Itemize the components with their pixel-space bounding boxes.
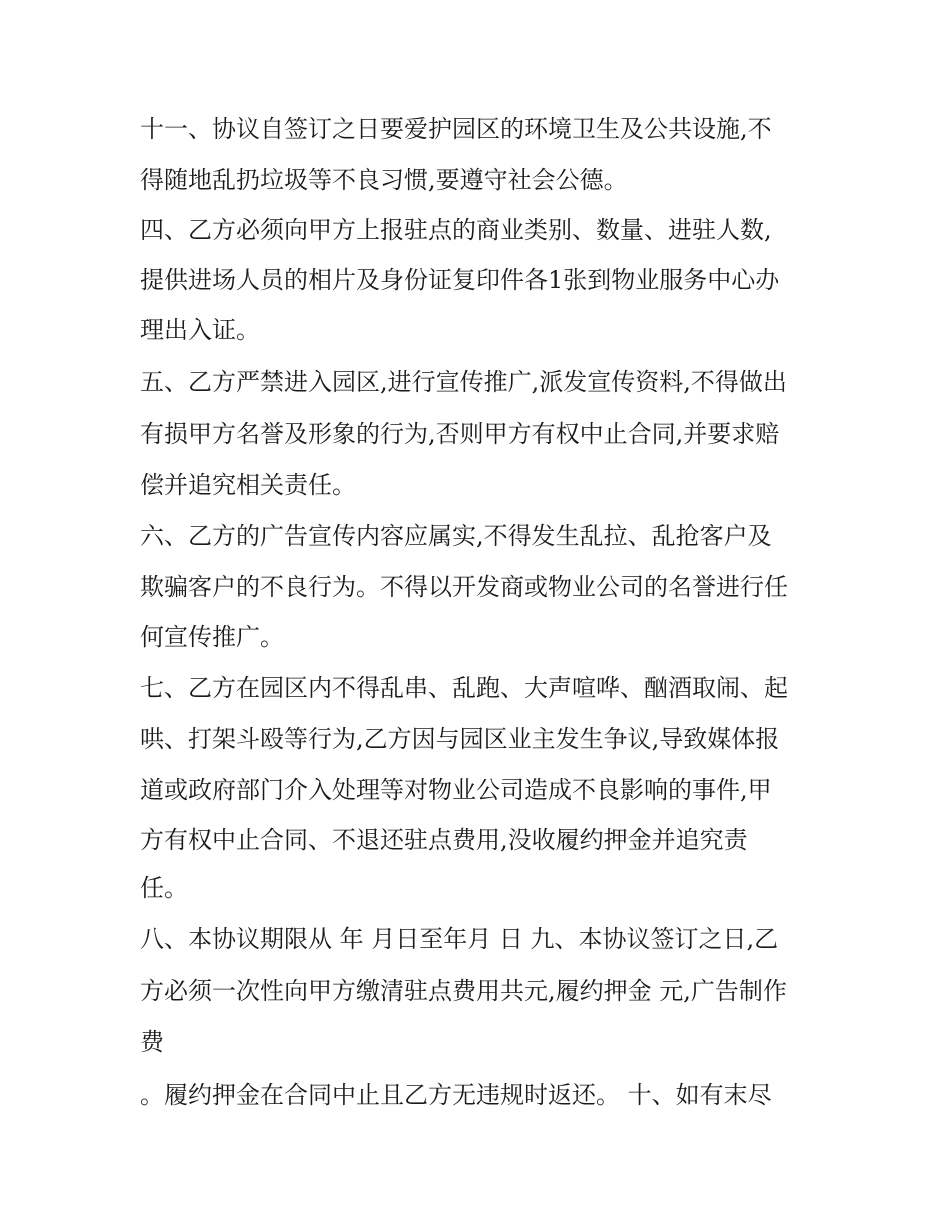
text-line: 费 bbox=[140, 1028, 164, 1056]
text-line: 方必须一次性向甲方缴清驻点费用共元,履约押金 元,广告制作 bbox=[140, 977, 787, 1005]
text-line: 欺骗客户的不良行为。不得以开发商或物业公司的名誉进行任 bbox=[140, 573, 788, 601]
text-line: 七、乙方在园区内不得乱串、乱跑、大声喧哗、酗酒取闹、起 bbox=[140, 674, 788, 702]
text-line: 有损甲方名誉及形象的行为,否则甲方有权中止合同,并要求赔 bbox=[140, 420, 780, 448]
text-line: 任。 bbox=[140, 874, 188, 902]
text-line: 道或政府部门介入处理等对物业公司造成不良影响的事件,甲 bbox=[140, 776, 772, 804]
text-line: 提供进场人员的相片及身份证复印件各1张到物业服务中心办 bbox=[140, 266, 780, 294]
text-line: 何宣传推广。 bbox=[140, 623, 284, 651]
text-line: 得随地乱扔垃圾等不良习惯,要遵守社会公德。 bbox=[140, 166, 628, 194]
text-line: 六、乙方的广告宣传内容应属实,不得发生乱拉、乱抢客户及 bbox=[140, 522, 772, 550]
text-line: 四、乙方必须向甲方上报驻点的商业类别、数量、进驻人数, bbox=[140, 216, 772, 244]
text-line: 方有权中止合同、不退还驻点费用,没收履约押金并追究责 bbox=[140, 826, 748, 854]
text-line: 十一、协议自签订之日要爱护园区的环境卫生及公共设施,不 bbox=[140, 115, 772, 143]
text-line: 偿并追究相关责任。 bbox=[140, 471, 356, 499]
text-line: 理出入证。 bbox=[140, 316, 260, 344]
text-line: 哄、打架斗殴等行为,乙方因与园区业主发生争议,导致媒体报 bbox=[140, 725, 780, 753]
text-line: 。履约押金在合同中止且乙方无违规时返还。 十、如有末尽 bbox=[140, 1081, 772, 1109]
text-line: 八、本协议期限从 年 月日至年月 日 九、本协议签订之日,乙 bbox=[140, 925, 779, 953]
text-line: 五、乙方严禁进入园区,进行宣传推广,派发宣传资料,不得做出 bbox=[140, 368, 787, 396]
